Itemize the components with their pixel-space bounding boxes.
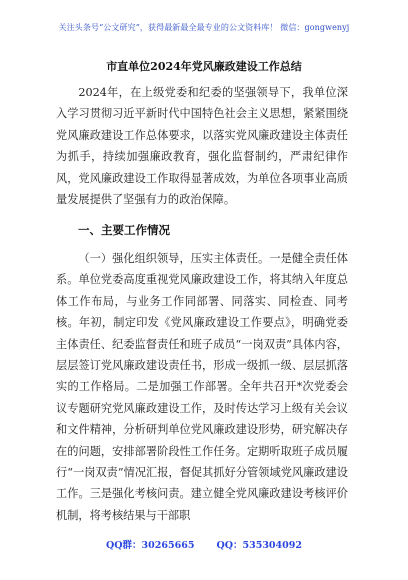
- footer-contact: [0, 537, 408, 551]
- footer-qq: QQ：535304092: [216, 540, 302, 551]
- section-paragraph: （一）强化组织领导，压实主体责任。一是健全责任体系。单位党委高度重视党风廉政建设工作，将其纳入年度总体工作布局，与业务工作同部署、同落实、同检查、同考核。年初，制定印发《党风廉政建设工作要点》，明确党委主体责任、纪委监督责任和班子成员“一岗双责”具体内容，层层签订党风廉政建设责任书，形成一级抓一级、层层抓落实的工作格局。二是加强工作部署。全年共召开*次党委会议专题研究党风廉政建设工作，及时传达学习上级有关会议和文件精神，分析研判单位党风廉政建设形势，研究解决存在的问题，安排部署阶段性工作任务。定期听取班子成员履行“一岗双责”情况汇报，督促其抓好分管领域党风廉政建设工作。三是强化考核问责。建立健全党风廉政建设考核评价机制，将考核结果与干部职: [56, 252, 348, 522]
- intro-paragraph: 2024年，在上级党委和纪委的坚强领导下，我单位深入学习贯彻习近平新时代中国特色社会主义思想，紧紧围绕党风廉政建设工作总体要求，以落实党风廉政建设主体责任为抓手，持续加强廉政教育，强化监督制约，严肃纪律作风，党风廉政建设工作取得显著成效，为单位各项事业高质量发展提供了坚强有力的政治保障。: [56, 86, 348, 207]
- header-banner: 关注头条号“公文研究”，获得最新最全最专业的公文资料库！ 微信：gongwenyj: [58, 23, 350, 32]
- document-title: 市直单位2024年党风廉政建设工作总结: [106, 60, 302, 73]
- section-heading: 一、主要工作情况: [78, 223, 170, 237]
- footer-qq-group: QQ群：30265665: [106, 540, 195, 551]
